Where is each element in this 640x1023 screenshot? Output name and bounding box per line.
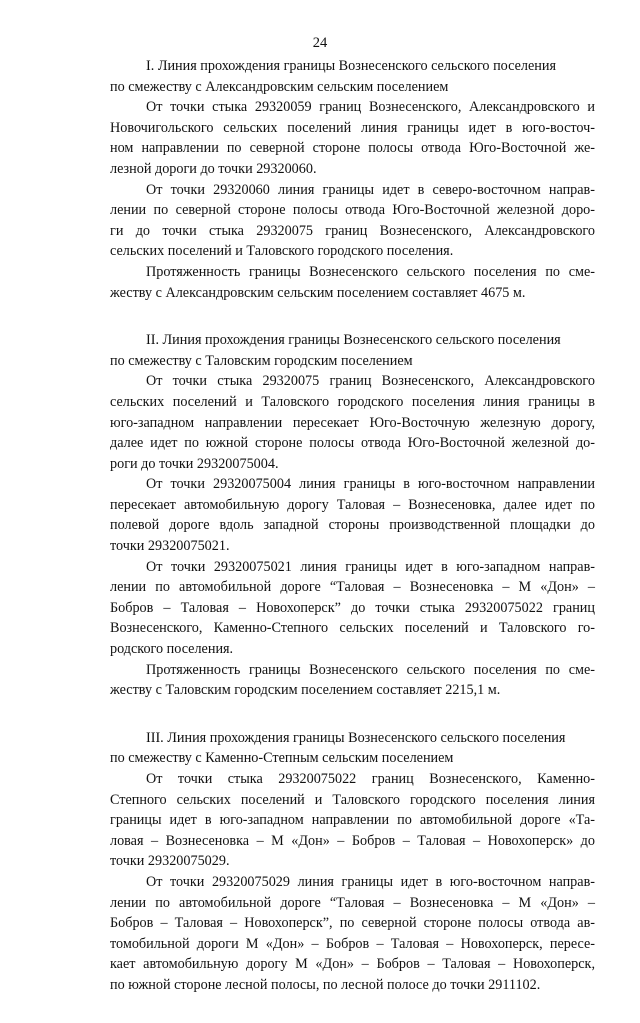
paragraph-line: Бобров – Таловая – Новохоперск”, по северной стороне полосы отвода ав-: [110, 915, 595, 932]
page-number: 24: [312, 35, 328, 51]
section-title: [110, 728, 595, 769]
paragraph-line: сельских поселений и Таловского городского поселения.: [110, 243, 454, 260]
section-title-line: по смежеству с Таловским городским поселением: [110, 352, 413, 369]
section-title-line: III. Линия прохождения границы Вознесенского сельского поселения: [146, 729, 566, 746]
section-title-line: I. Линия прохождения границы Вознесенского сельского поселения: [146, 58, 556, 74]
paragraph-line: лении по автомобильной дороге “Таловая – Вознесеновка – М «Дон» –: [110, 579, 595, 596]
section-1: [110, 56, 595, 303]
paragraph-line: точки 29320075029.: [110, 853, 230, 870]
paragraph-line: От точки стыка 29320075022 границ Вознесенского, Каменно-: [146, 771, 595, 787]
paragraph-line: лении по автомобильной дороге “Таловая – Вознесеновка – М «Дон» –: [110, 894, 595, 911]
paragraph-line: Протяженность границы Вознесенского сельского поселения по сме-: [146, 661, 595, 678]
paragraph: [110, 872, 595, 996]
paragraph-line: по южной стороне лесной полосы, по лесной полосе до точки 2911102.: [110, 976, 541, 993]
paragraph-line: Степного сельских поселений и Таловского городского поселения линия: [110, 791, 595, 808]
paragraph-line: томобильной дороги М «Дон» – Бобров – Таловая – Новохоперск, пересе-: [110, 935, 595, 952]
paragraph-line: роги до точки 29320075004.: [110, 455, 279, 472]
paragraph: [110, 97, 595, 179]
paragraph-line: ги до точки стыка 29320075 границ Вознесенского, Александровского: [110, 222, 595, 239]
paragraph-line: От точки стыка 29320075 границ Вознесенского, Александровского: [146, 373, 595, 390]
section-title-line: по смежеству с Каменно-Степным сельским поселением: [110, 750, 454, 767]
paragraph-line: родского поселения.: [110, 641, 234, 658]
paragraph-line: От точки 29320075029 линия границы идет в юго-восточном направ-: [146, 873, 595, 890]
paragraph-line: границы идет в юго-западном направлении по автомобильной дороге «Та-: [110, 812, 595, 829]
paragraph-line: Новочигольского сельских поселений линия границы идет в юго-восточ-: [110, 119, 595, 136]
section-3: [110, 728, 595, 996]
section-title-line: II. Линия прохождения границы Вознесенского сельского поселения: [146, 332, 561, 349]
document-body: [110, 56, 595, 1023]
paragraph: [110, 557, 595, 660]
paragraph-line: От точки 29320075004 линия границы в юго-восточном направлении: [146, 476, 595, 493]
paragraph-line: точки 29320075021.: [110, 538, 230, 555]
paragraph-line: полевой дороге вдоль западной стороны производственной площадки до: [110, 517, 595, 534]
paragraph-line: ном направлении по северной стороне полосы отвода Юго-Восточной же-: [110, 140, 595, 157]
paragraph: [110, 180, 595, 262]
section-2: [110, 330, 595, 701]
section-title-line: по смежеству с Александровским сельским поселением: [110, 78, 449, 95]
paragraph-line: От точки 29320060 линия границы идет в северо-восточном направ-: [146, 181, 595, 198]
paragraph: [110, 474, 595, 556]
paragraph-line: жеству с Александровским сельским поселением составляет 4675 м.: [110, 284, 526, 301]
paragraph: [110, 371, 595, 474]
paragraph-line: лении по северной стороне полосы отвода Юго-Восточной железной доро-: [110, 202, 595, 219]
paragraph-line: кает автомобильную дорогу М «Дон» – Бобров – Таловая – Новохоперск,: [110, 956, 595, 973]
paragraph-line: Бобров – Таловая – Новохоперск” до точки стыка 29320075022 границ: [110, 599, 595, 616]
paragraph-line: Протяженность границы Вознесенского сельского поселения по сме-: [146, 263, 595, 280]
paragraph-line: От точки стыка 29320059 границ Вознесенского, Александровского и: [146, 99, 595, 116]
paragraph-line: От точки 29320075021 линия границы идет в юго-западном направ-: [146, 558, 595, 575]
section-title: [110, 56, 595, 97]
paragraph-line: ловая – Вознесеновка – М «Дон» – Бобров – Таловая – Новохоперск» до: [110, 832, 595, 849]
paragraph-line: Вознесенского, Каменно-Степного сельских поселений и Таловского го-: [110, 620, 595, 637]
paragraph-line: пересекает автомобильную дорогу Таловая – Вознесеновка, далее идет по: [110, 496, 595, 513]
paragraph-line: лезной дороги до точки 29320060.: [110, 160, 317, 177]
paragraph: [110, 769, 595, 872]
paragraph: [110, 660, 595, 701]
paragraph-line: сельских поселений и Таловского городского поселения линия границы в: [110, 393, 595, 410]
paragraph: [110, 262, 595, 303]
paragraph-line: юго-западном направлении пересекает Юго-Восточную железную дорогу,: [110, 414, 595, 431]
section-title: [110, 330, 595, 371]
paragraph-line: жеству с Таловским городским поселением составляет 2215,1 м.: [110, 682, 501, 699]
paragraph-line: далее идет по южной стороне полосы отвода Юго-Восточной железной до-: [110, 435, 595, 452]
